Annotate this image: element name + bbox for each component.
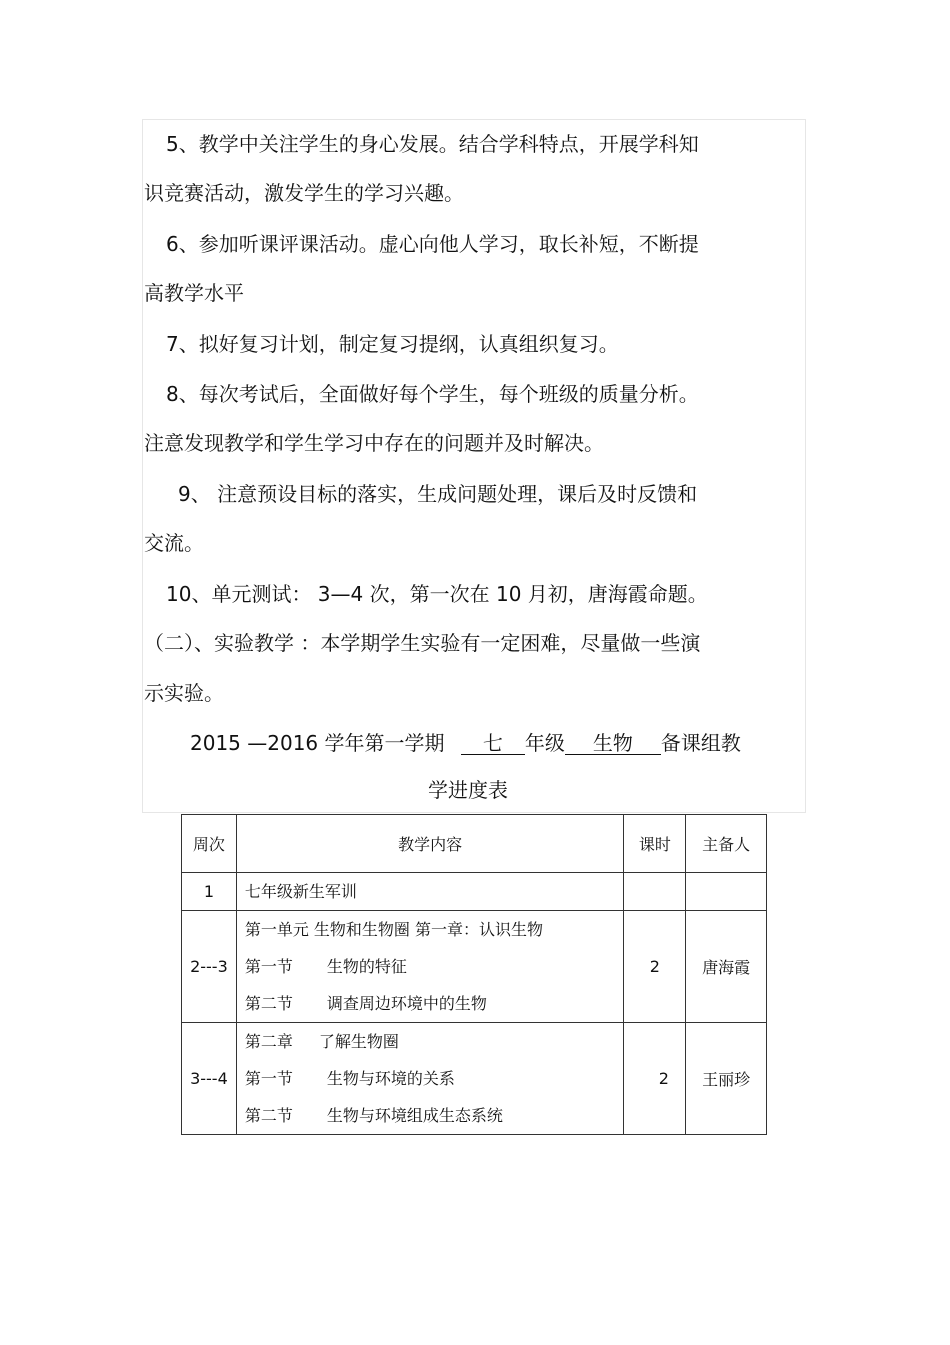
section-label: 第二节 bbox=[244, 994, 293, 1013]
content-cell bbox=[236, 1023, 624, 1135]
table-row bbox=[182, 911, 767, 1023]
section-title: 调查周边环境中的生物 bbox=[326, 994, 487, 1013]
page-frame bbox=[142, 119, 806, 813]
section-2-line-1: （二）、实验教学 ：本学期学生实验有一定困难，尽量做一些演 bbox=[144, 631, 701, 655]
paragraph-7: 7、拟好复习计划，制定复习提纲，认真组织复习。 bbox=[166, 332, 619, 356]
owner-cell bbox=[686, 873, 767, 911]
section-label: 第一节 bbox=[244, 1069, 293, 1088]
header-content: 教学内容 bbox=[236, 815, 624, 873]
school-year: 2015 —2016 学年第一学期 bbox=[190, 731, 445, 755]
hours-cell: 2 bbox=[624, 911, 686, 1023]
paragraph-8-line-1: 8、每次考试后，全面做好每个学生，每个班级的质量分析。 bbox=[166, 382, 699, 406]
content-line: 七年级新生军训 bbox=[244, 882, 357, 901]
table-row bbox=[182, 1023, 767, 1135]
table-header-row bbox=[182, 815, 767, 873]
chapter-label: 第二章 bbox=[244, 1032, 293, 1051]
paragraph-5-line-1: 5、教学中关注学生的身心发展。结合学科特点，开展学科知 bbox=[166, 132, 699, 156]
section-title: 生物与环境组成生态系统 bbox=[326, 1106, 503, 1125]
paragraph-9-line-2: 交流。 bbox=[144, 531, 204, 555]
paragraph-10: 10、单元测试： 3—4 次，第一次在 10 月初，唐海霞命题。 bbox=[166, 582, 708, 606]
content-line bbox=[245, 985, 624, 1022]
header-week: 周次 bbox=[182, 815, 237, 873]
hours-cell bbox=[624, 873, 686, 911]
chapter-title: 了解生物圈 bbox=[318, 1032, 399, 1051]
week-cell: 2---3 bbox=[182, 911, 237, 1023]
section-title: 生物的特征 bbox=[326, 957, 407, 976]
grade-suffix: 年级 bbox=[524, 731, 565, 755]
header-hours: 课时 bbox=[624, 815, 686, 873]
paragraph-5-line-2: 识竞赛活动，激发学生的学习兴趣。 bbox=[144, 181, 464, 205]
week-cell: 1 bbox=[182, 873, 237, 911]
paragraph-6-line-2: 高教学水平 bbox=[144, 281, 244, 305]
paragraph-6-line-1: 6、参加听课评课活动。虚心向他人学习，取长补短，不断提 bbox=[166, 232, 699, 256]
subject-value: 生物 bbox=[565, 732, 661, 755]
owner-cell: 王丽珍 bbox=[686, 1023, 767, 1135]
content-cell bbox=[236, 911, 624, 1023]
section-2-line-2: 示实验。 bbox=[144, 681, 224, 705]
content-line bbox=[245, 1097, 624, 1134]
hours-cell: 2 bbox=[624, 1023, 686, 1135]
content-line: 第一单元 生物和生物圈 第一章：认识生物 bbox=[244, 920, 543, 939]
section-label: 第一节 bbox=[244, 957, 293, 976]
schedule-title-line-1 bbox=[190, 729, 741, 757]
title-tail: 备课组教 bbox=[660, 731, 741, 755]
content-cell bbox=[236, 873, 624, 911]
header-owner: 主备人 bbox=[686, 815, 767, 873]
grade-value: 七 bbox=[461, 732, 525, 755]
schedule-table bbox=[181, 814, 767, 1135]
section-label: 第二节 bbox=[244, 1106, 293, 1125]
content-line bbox=[245, 948, 624, 985]
week-cell: 3---4 bbox=[182, 1023, 237, 1135]
table-row bbox=[182, 873, 767, 911]
owner-cell: 唐海霞 bbox=[686, 911, 767, 1023]
paragraph-8-line-2: 注意发现教学和学生学习中存在的问题并及时解决。 bbox=[144, 431, 604, 455]
content-line bbox=[245, 1060, 624, 1097]
content-line bbox=[245, 1023, 624, 1060]
section-title: 生物与环境的关系 bbox=[326, 1069, 455, 1088]
schedule-title-line-2: 学进度表 bbox=[428, 778, 508, 802]
paragraph-9-line-1: 9、 注意预设目标的落实，生成问题处理，课后及时反馈和 bbox=[178, 482, 698, 506]
